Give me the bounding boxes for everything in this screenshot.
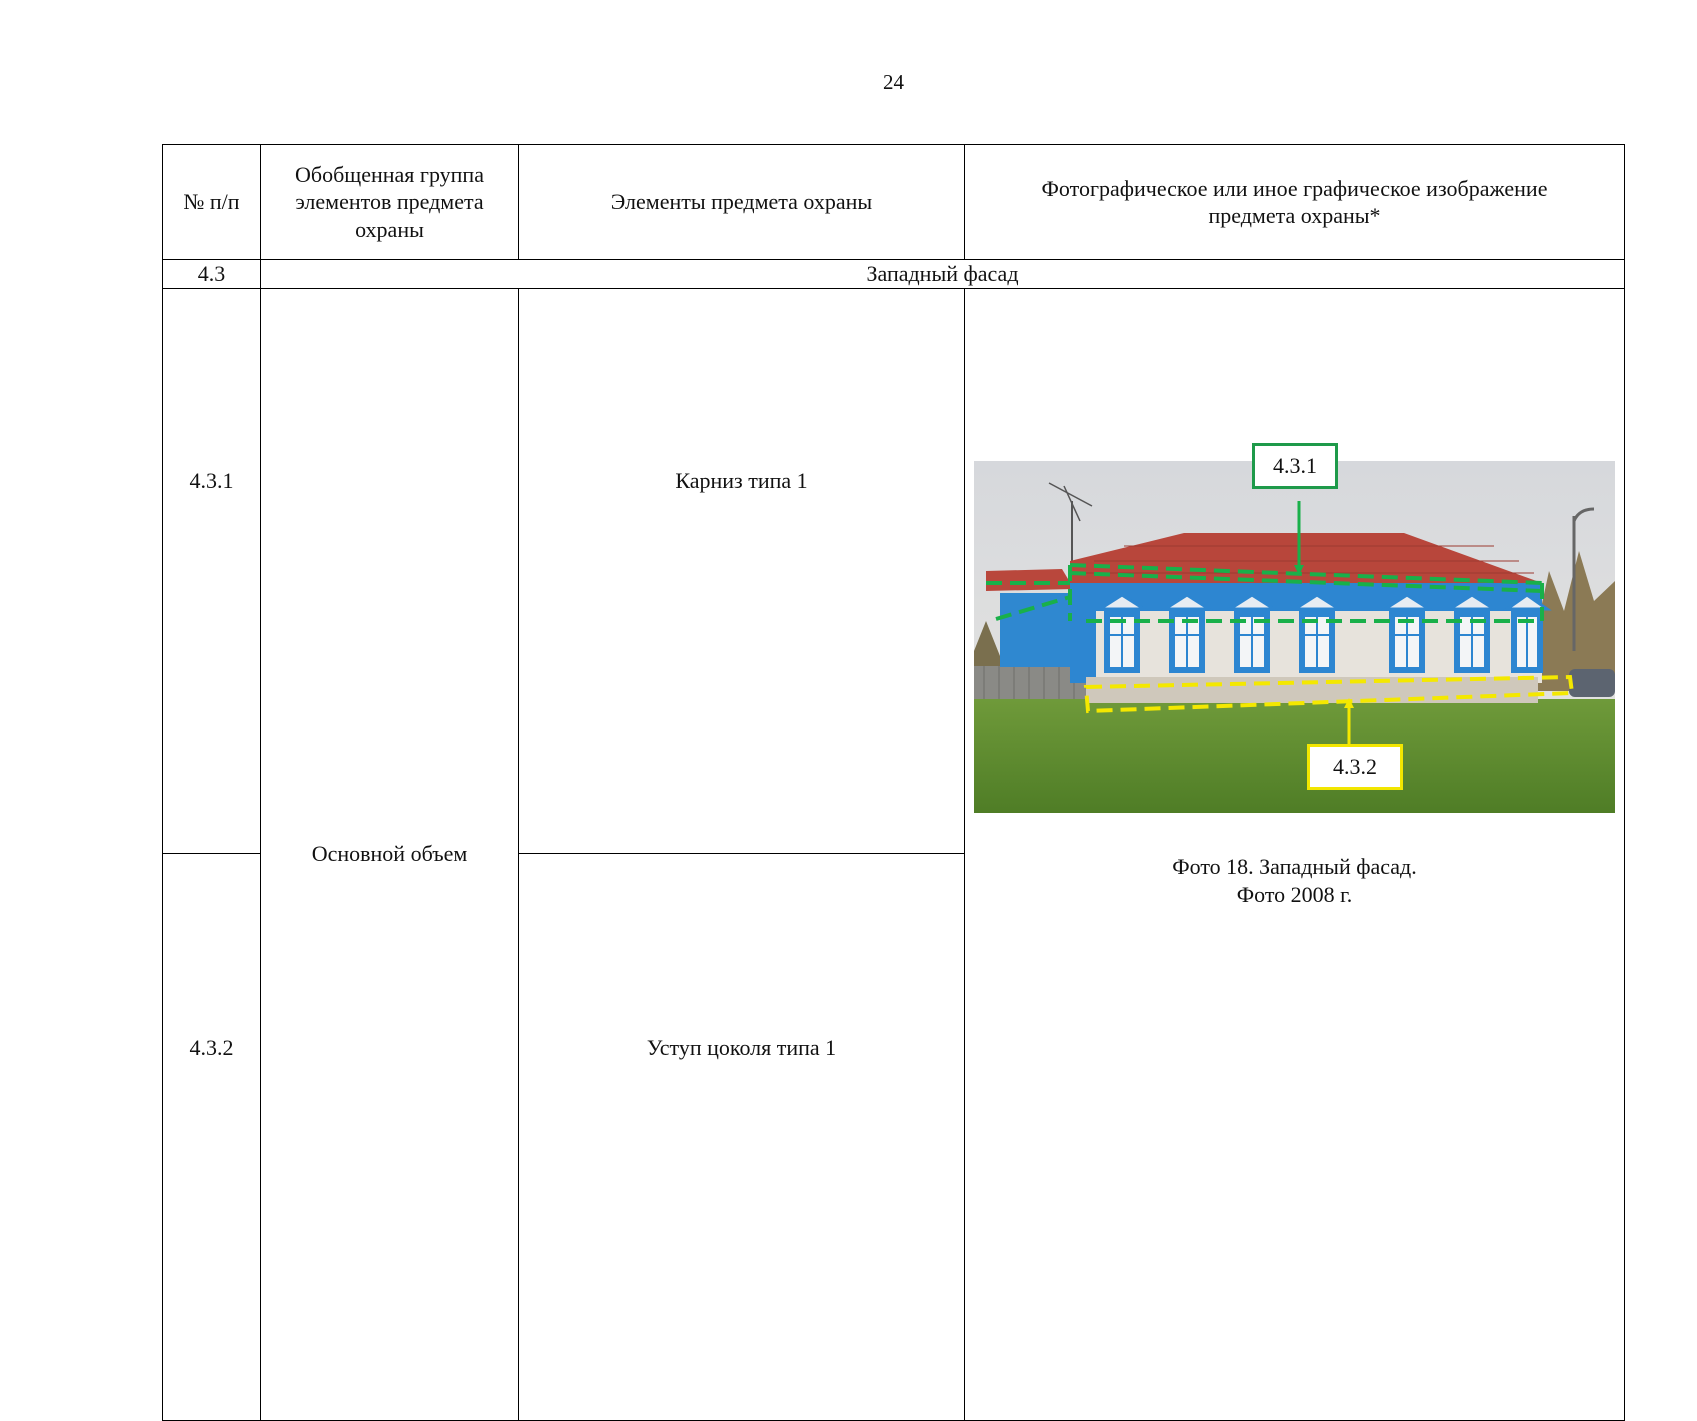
facade-photo (974, 452, 1615, 813)
callout-cornice-label: 4.3.1 (1252, 443, 1338, 489)
table-row (163, 288, 1625, 853)
section-row (163, 260, 1625, 289)
header-group: Обобщенная группа элементов предмета охраны (261, 145, 519, 260)
photo-caption (965, 853, 1624, 909)
header-number: № п/п (163, 145, 261, 260)
protection-table (162, 144, 1625, 1421)
page-number: 24 (883, 70, 904, 94)
row-number: 4.3.2 (163, 853, 261, 1420)
table-header-row (163, 145, 1625, 260)
caption-line-2: Фото 2008 г. (1236, 881, 1353, 907)
section-number: 4.3 (163, 260, 261, 289)
row-element: Уступ цоколя типа 1 (519, 853, 965, 1420)
header-image: Фотографическое или иное графическое изображение предмета охраны* (965, 145, 1625, 260)
caption-line-1: Фото 18. Западный фасад. (1172, 853, 1417, 879)
facade-photo-drawing (974, 461, 1615, 813)
photo-cell (965, 288, 1625, 1420)
row-number: 4.3.1 (163, 288, 261, 853)
row-element: Карниз типа 1 (519, 288, 965, 853)
header-elements: Элементы предмета охраны (519, 145, 965, 260)
section-title: Западный фасад (261, 260, 1625, 289)
callout-plinth-label: 4.3.2 (1307, 744, 1403, 790)
group-name: Основной объем (261, 288, 519, 1420)
